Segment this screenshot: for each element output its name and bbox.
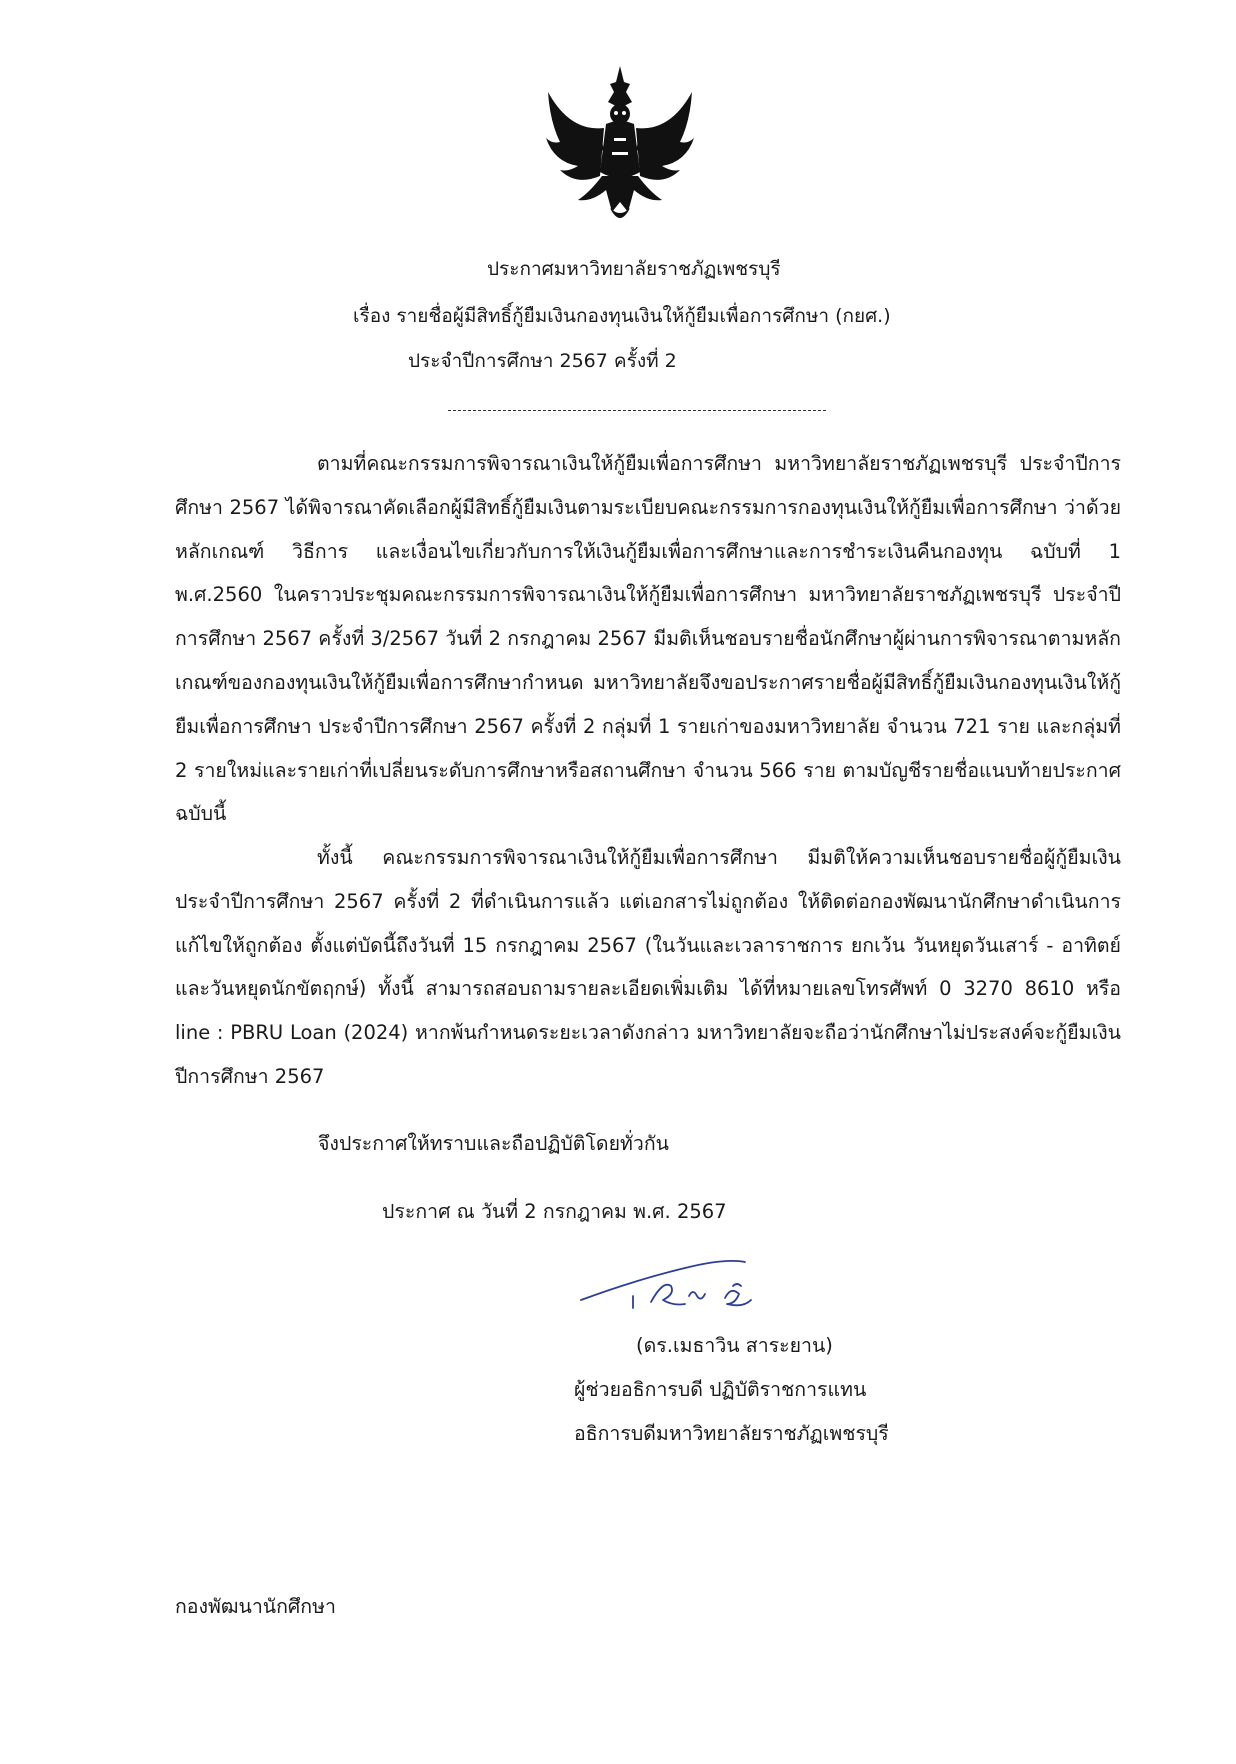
announcement-period: ประจำปีการศึกษา 2567 ครั้งที่ 2: [408, 350, 677, 372]
signature-image: [575, 1250, 785, 1320]
announcement-issuer: ประกาศมหาวิทยาลัยราชภัฏเพชรบุรี: [487, 258, 781, 280]
announcement-subject: เรื่อง รายชื่อผู้มีสิทธิ์กู้ยืมเงินกองทุนเงินให้กู้ยืมเพื่อการศึกษา (กยศ.): [353, 305, 891, 327]
signatory-name: (ดร.เมธาวิน สาระยาน): [636, 1334, 833, 1357]
body-paragraph-2: ทั้งนี้ คณะกรรมการพิจารณาเงินให้กู้ยืมเพื่อการศึกษา มีมติให้ความเห็นชอบรายชื่อผู้กู้ยืมเงินประจำปีการศึกษา 2567 ครั้งที่ 2 ที่ดำเนินการแล้ว แต่เอกสารไม่ถูกต้อง ให้ติดต่อกองพัฒนานักศึกษาดำเนินการแก้ไขให้ถูกต้อง ตั้งแต่บัดนี้ถึงวันที่ 15 กรกฎาคม 2567 (ในวันและเวลาราชการ ยกเว้น วันหยุดวันเสาร์ - อาทิตย์ และวันหยุดนักขัตฤกษ์) ทั้งนี้ สามารถสอบถามรายละเอียดเพิ่มเติม ได้ที่หมายเลขโทรศัพท์ 0 3270 8610 หรือ line : PBRU Loan (2024) หากพ้นกำหนดระยะเวลาดังกล่าว มหาวิทยาลัยจะถือว่านักศึกษาไม่ประสงค์จะกู้ยืมเงิน ปีการศึกษา 2567: [175, 846, 1121, 1088]
announcement-date: ประกาศ ณ วันที่ 2 กรกฎาคม พ.ศ. 2567: [382, 1200, 727, 1223]
garuda-emblem-icon: [540, 62, 700, 232]
closing-statement: จึงประกาศให้ทราบและถือปฏิบัติโดยทั่วกัน: [318, 1132, 669, 1155]
header-divider: [448, 410, 826, 411]
issuing-department: กองพัฒนานักศึกษา: [175, 1595, 336, 1618]
signatory-position-2: อธิการบดีมหาวิทยาลัยราชภัฏเพชรบุรี: [574, 1422, 889, 1445]
body-paragraph-1: ตามที่คณะกรรมการพิจารณาเงินให้กู้ยืมเพื่อการศึกษา มหาวิทยาลัยราชภัฏเพชรบุรี ประจำปีการศึกษา 2567 ได้พิจารณาคัดเลือกผู้มีสิทธิ์กู้ยืมเงินตามระเบียบคณะกรรมการกองทุนเงินให้กู้ยืมเพื่อการศึกษา ว่าด้วย หลักเกณฑ์ วิธีการ และเงื่อนไขเกี่ยวกับการให้เงินกู้ยืมเพื่อการศึกษาและการชำระเงินคืนกองทุน ฉบับที่ 1 พ.ศ.2560 ในคราวประชุมคณะกรรมการพิจารณาเงินให้กู้ยืมเพื่อการศึกษา มหาวิทยาลัยราชภัฏเพชรบุรี ประจำปีการศึกษา 2567 ครั้งที่ 3/2567 วันที่ 2 กรกฎาคม 2567 มีมติเห็นชอบรายชื่อนักศึกษาผู้ผ่านการพิจารณาตามหลักเกณฑ์ของกองทุนเงินให้กู้ยืมเพื่อการศึกษากำหนด มหาวิทยาลัยจึงขอประกาศรายชื่อผู้มีสิทธิ์กู้ยืมเงินกองทุนเงินให้กู้ยืมเพื่อการศึกษา ประจำปีการศึกษา 2567 ครั้งที่ 2 กลุ่มที่ 1 รายเก่าของมหาวิทยาลัย จำนวน 721 ราย และกลุ่มที่ 2 รายใหม่และรายเก่าที่เปลี่ยนระดับการศึกษาหรือสถานศึกษา จำนวน 566 ราย ตามบัญชีรายชื่อแนบท้ายประกาศฉบับนี้: [175, 452, 1121, 826]
signatory-position-1: ผู้ช่วยอธิการบดี ปฏิบัติราชการแทน: [574, 1378, 867, 1401]
